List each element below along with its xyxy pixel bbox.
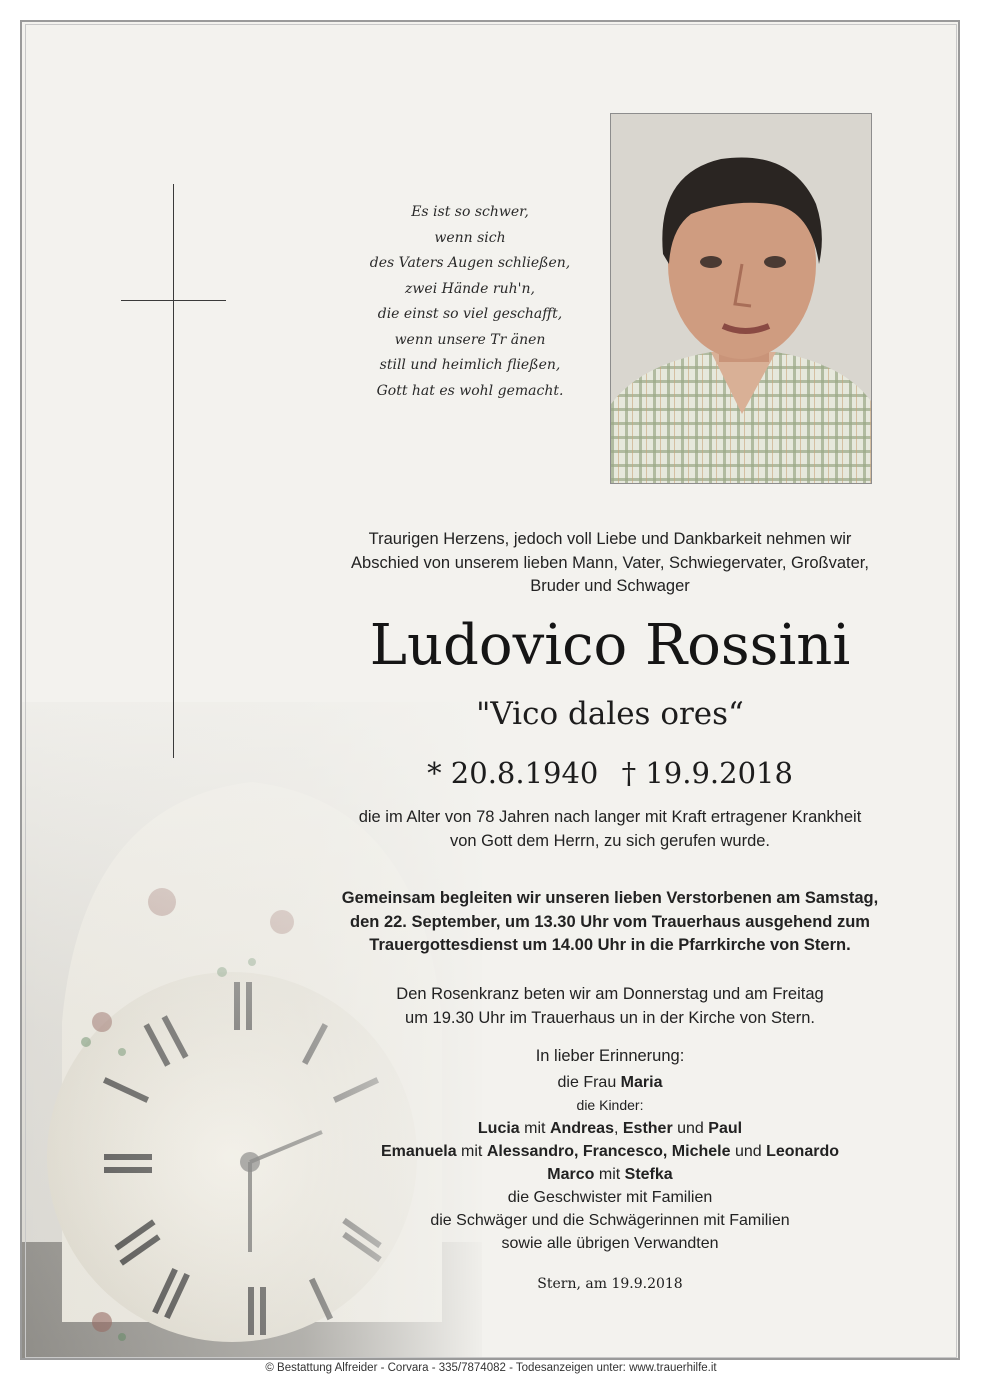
- birth-date: * 20.8.1940: [427, 756, 599, 790]
- mourner-child-1: [300, 1117, 920, 1140]
- mourners-heading: In lieber Erinnerung:: [535, 1047, 685, 1065]
- age-text: [300, 806, 920, 853]
- portrait-illustration: [611, 114, 872, 484]
- place-date: Stern, am 19.9.2018: [537, 1276, 683, 1292]
- footer-credit: © Bestattung Alfreider - Corvara - 335/7874082 - Todesanzeigen unter: www.trauerhilfe.it: [265, 1362, 717, 1374]
- mourner-others: sowie alle übrigen Verwandten: [501, 1235, 719, 1252]
- death-date: † 19.9.2018: [621, 756, 793, 790]
- intro-text: [300, 528, 920, 599]
- life-dates: [300, 754, 920, 792]
- poem-line: wenn sich: [434, 229, 506, 246]
- poem-line: die einst so viel geschafft,: [377, 306, 563, 322]
- poem: [300, 200, 640, 404]
- rosary-line: um 19.30 Uhr im Trauerhaus un in der Kirche von Stern.: [405, 1008, 815, 1027]
- mourner-connector: mit: [524, 1120, 546, 1137]
- mourner-name: Maria: [620, 1074, 663, 1091]
- age-line: die im Alter von 78 Jahren nach langer mit Kraft ertragener Krankheit: [358, 808, 862, 826]
- mourner-name: Lucia: [477, 1120, 520, 1137]
- cross-vertical-bar: [173, 184, 174, 758]
- mourner-wife: [300, 1071, 920, 1094]
- intro-line: Traurigen Herzens, jedoch voll Liebe und Dankbarkeit nehmen wir: [368, 530, 852, 548]
- mourner-inlaws: die Schwäger und die Schwägerinnen mit Familien: [430, 1212, 790, 1229]
- rosary-details: [300, 983, 920, 1030]
- deceased-name: Ludovico Rossini: [369, 613, 851, 678]
- mourner-connector: und: [734, 1143, 762, 1160]
- funeral-line: den 22. September, um 13.30 Uhr vom Trauerhaus ausgehend zum: [350, 912, 870, 931]
- children-label: die Kinder:: [576, 1097, 644, 1113]
- mourner-name: Andreas: [549, 1120, 614, 1137]
- intro-line: Bruder und Schwager: [530, 577, 690, 595]
- poem-line: Gott hat es wohl gemacht.: [376, 382, 564, 399]
- mourner-name: Stefka: [624, 1166, 673, 1183]
- poem-line: Es ist so schwer,: [411, 204, 529, 220]
- mourner-child-3: [300, 1163, 920, 1186]
- funeral-line: Gemeinsam begleiten wir unseren lieben Verstorbenen am Samstag,: [341, 889, 879, 907]
- mourners-list: [300, 1071, 920, 1255]
- mourner-name: Esther: [622, 1120, 673, 1137]
- deceased-nickname: "Vico dales ores“: [476, 696, 744, 732]
- mourner-prefix: die Frau: [557, 1074, 617, 1091]
- poem-line: des Vaters Augen schließen,: [369, 255, 571, 271]
- mourner-connector: und: [677, 1120, 704, 1137]
- mourner-connector: mit: [598, 1166, 621, 1183]
- mourner-name: Leonardo: [766, 1143, 839, 1160]
- portrait-photo: [610, 113, 872, 484]
- mourner-name: Paul: [708, 1120, 743, 1137]
- mourner-connector: mit: [461, 1143, 483, 1160]
- funeral-line: Trauergottesdienst um 14.00 Uhr in die Pfarrkirche von Stern.: [369, 936, 851, 954]
- poem-line: zwei Hände ruh'n,: [405, 280, 535, 297]
- mourner-child-2: [300, 1140, 920, 1163]
- funeral-details: [300, 887, 920, 958]
- age-line: von Gott dem Herrn, zu sich gerufen wurde.: [449, 831, 771, 850]
- mourner-name: Marco: [547, 1166, 595, 1183]
- poem-line: still und heimlich fließen,: [379, 357, 561, 373]
- cross-horizontal-bar: [121, 300, 226, 301]
- intro-line: Abschied von unserem lieben Mann, Vater, Schwiegervater, Großvater,: [351, 553, 869, 572]
- rosary-line: Den Rosenkranz beten wir am Donnerstag und am Freitag: [396, 985, 824, 1003]
- mourner-siblings: die Geschwister mit Familien: [507, 1189, 713, 1206]
- mourner-name: Emanuela: [381, 1143, 457, 1160]
- poem-line: wenn unsere Tr änen: [394, 331, 546, 348]
- mourner-connector: ,: [613, 1120, 619, 1137]
- mourner-name: Alessandro, Francesco, Michele: [486, 1143, 731, 1160]
